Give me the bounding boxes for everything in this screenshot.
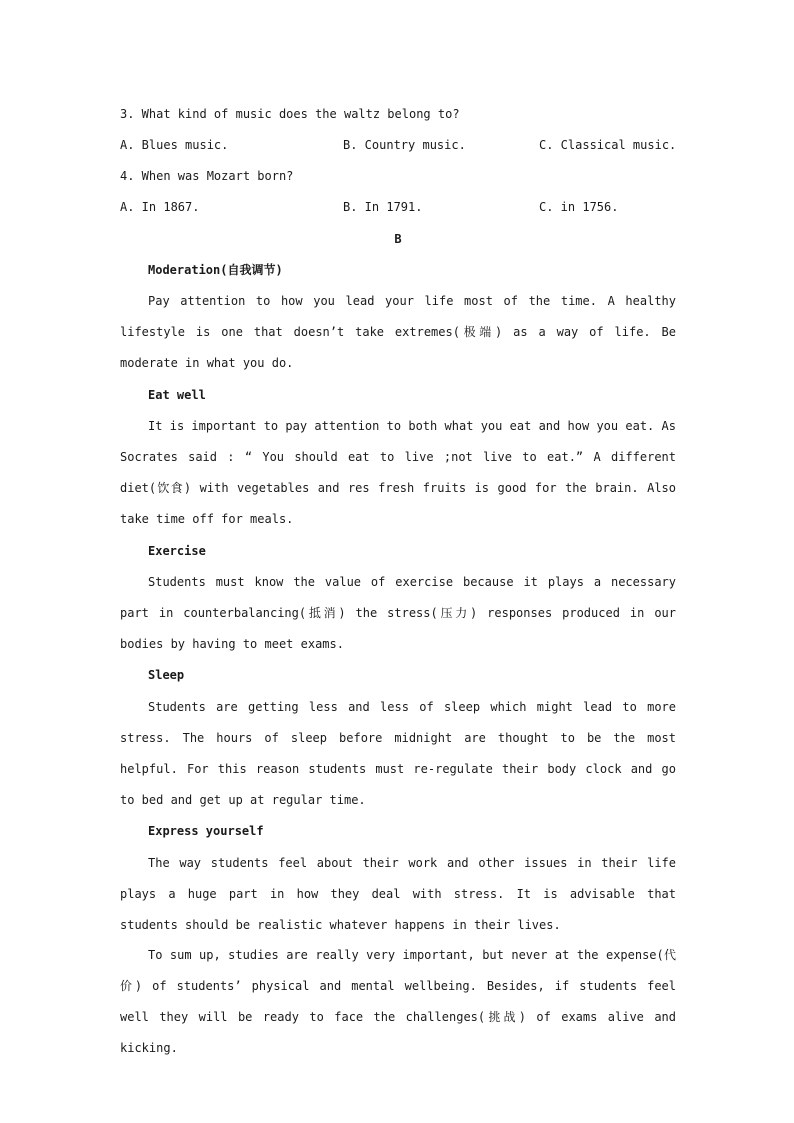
passage-title: Moderation(自我调节) bbox=[148, 263, 283, 277]
question-stem: 3. What kind of music does the waltz belong to? bbox=[120, 107, 460, 121]
section-heading-sleep: Sleep bbox=[148, 668, 185, 682]
option-a: A. In 1867. bbox=[120, 200, 200, 214]
section-heading-express-yourself: Express yourself bbox=[148, 824, 264, 838]
option-b: B. Country music. bbox=[343, 138, 466, 152]
option-c: C. Classical music. bbox=[539, 138, 677, 152]
question-stem: 4. When was Mozart born? bbox=[120, 169, 294, 183]
section-body-sleep: Students are getting less and less of sleep which might lead to more stress. The hours of sleep before midnight are thought to be the most helpful. For this reason students must re-regulate their body clock and go to bed and get up at regular time. bbox=[120, 700, 676, 807]
section-body-eat-well: It is important to pay attention to both what you eat and how you eat. As Socrates said : “ You should eat to live ;not live to eat.” A different diet(饮食) with vegetables and res fresh fruits is good for the brain. Also take time off for meals. bbox=[120, 419, 676, 526]
section-body-exercise: Students must know the value of exercise because it plays a necessary part in counterbalancing(抵消) the stress(压力) responses produced in our bodies by having to meet exams. bbox=[120, 575, 676, 651]
section-label: B bbox=[394, 232, 402, 246]
intro-paragraph: Pay attention to how you lead your life most of the time. A healthy lifestyle is one that doesn’t take extremes(极端) as a way of life. Be moderate in what you do. bbox=[120, 294, 676, 370]
section-body-express-yourself: The way students feel about their work and other issues in their life plays a huge part in how they deal with stress. It is advisable that students should be realistic whatever happens in their lives. bbox=[120, 856, 676, 932]
option-c: C. in 1756. bbox=[539, 200, 619, 214]
option-b: B. In 1791. bbox=[343, 200, 423, 214]
conclusion-paragraph: To sum up, studies are really very important, but never at the expense(代价) of students’ physical and mental wellbeing. Besides, if students feel well they will be ready to face the challenges(挑战) of exams alive and kicking. bbox=[120, 948, 676, 1055]
section-heading-exercise: Exercise bbox=[148, 544, 206, 558]
option-a: A. Blues music. bbox=[120, 138, 229, 152]
section-heading-eat-well: Eat well bbox=[148, 388, 206, 402]
